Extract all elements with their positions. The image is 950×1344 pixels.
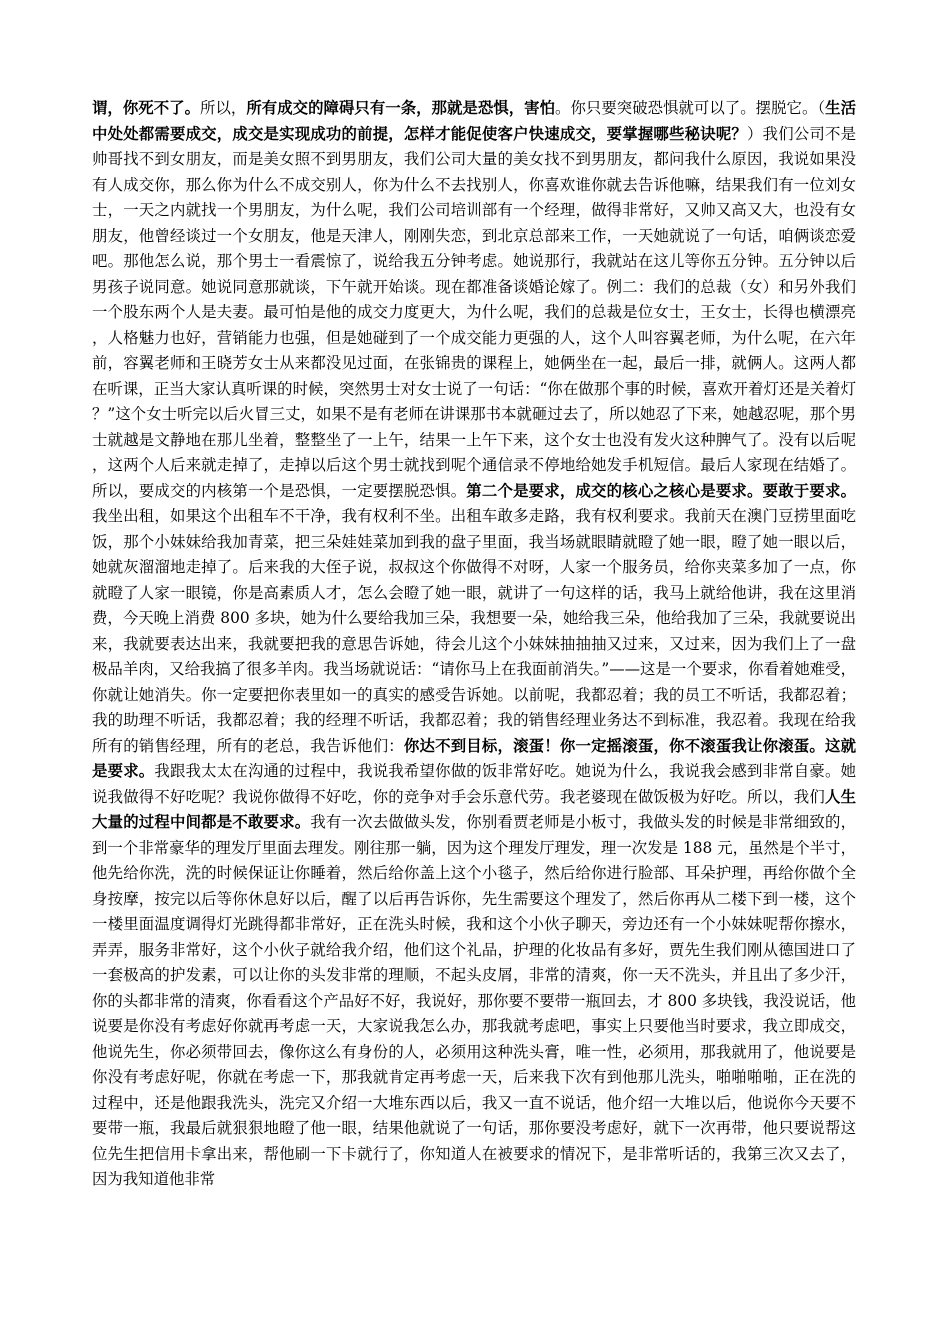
body-paragraph (92, 96, 856, 1193)
document-page (92, 96, 856, 1306)
text-segment: 。你只要突破恐惧就可以了。摆脱它。（ (555, 99, 826, 117)
bold-text-segment: 第二个是要求，成交的核心之核心是要求。要敢于要求。 (466, 481, 856, 500)
text-segment: 我跟我太太在沟通的过程中，我说我希望你做的饭非常好吃。她说为什么，我说我会感到非常自豪。她说我做得不好吃呢？我说你做得不好吃，你的竞争对手会乐意代劳。我老婆现在做饭极为好吃。所以，我们 (92, 762, 856, 806)
text-segment: ）我们公司不是帅哥找不到女朋友，而是美女照不到男朋友，我们公司大量的美女找不到男朋友，都问我什么原因，我说如果没有人成交你，那么你为什么不成交别人，你为什么不去找别人，你喜欢谁你就去告诉他嘛，结果我们有一位刘女士，一天之内就找一个男朋友，为什么呢，我们公司培训部有一个经理，做得非常好，又帅又高又大，也没有女朋友，他曾经谈过一个女朋友，他是天津人，刚刚失恋，到北京总部来工作，一天她就说了一句话，咱俩谈恋爱吧。那他怎么说，那个男士一看震惊了，说给我五分钟考虑。她说那行，我就站在这儿等你五分钟。五分钟以后男孩子说同意。她说同意那就谈，下午就开始谈。现在都准备谈婚论嫁了。例二：我们的总裁（女）和另外我们一个股东两个人是夫妻。最可怕是他的成交力度更大，为什么呢，我们的总裁是位女士，王女士，长得也横漂亮，人格魅力也好，营销能力也强，但是她碰到了一个成交能力更强的人，这个人叫容翼老师，为什么呢，在六年前，容翼老师和王晓芳女士从来都没见过面，在张锦贵的课程上，她俩坐在一起，最后一排，就俩人。这两人都在听课，正当大家认真听课的时候，突然男士对女士说了一句话：“你在做那个事的时候，喜欢开着灯还是关着灯？”这个女士听完以后火冒三丈，如果不是有老师在讲课那书本就砸过去了，所以她忍了下来，她越忍呢，那个男士就越是文静地在那儿坐着，整整坐了一上午，结果一上午下来，这个女士也没有发火这种脾气了。没有以后呢，这两个人后来就走掉了，走掉以后这个男士就找到呢个通信录不停地给她发手机短信。最后人家现在结婚了。所以，要成交的内核第一个是恐惧，一定要摆脱恐惧。 (92, 124, 856, 500)
text-segment: 我有一次去做做头发，你别看贾老师是小板寸，我做头发的时候是非常细致的，到一个非常豪华的理发厅里面去理发。刚往那一躺，因为这个理发厅理发，理一次发是 188 元，虽然是个半寸，他先给你洗，洗的时候保证让你睡着，然后给你盖上这个小毯子，然后给你进行脸部、耳朵护理，再给你做个全身按摩，按完以后等你休息好以后，醒了以后再告诉你，先生需要这个理发了，然后你再从二楼下到一楼，这个一楼里面温度调得灯光跳得都非常好，正在洗头时候，我和这个小伙子聊天，旁边还有一个小妹妹呢帮你擦水，弄弄，服务非常好，这个小伙子就给我介绍，他们这个礼品，护理的化妆品有多好，贾先生我们刚从德国进口了一套极高的护发素，可以让你的头发非常的理顺，不起头皮屑，非常的清爽，你一天不洗头，并且出了多少汗，你的头都非常的清爽，你看看这个产品好不好，我说好，那你要不要带一瓶回去，才 800 多块钱，我没说话，他说要是你没有考虑好你就再考虑一天，大家说我怎么办，那我就考虑吧，事实上只要他当时要求，我立即成交，他说先生，你必须带回去，像你这么有身份的人，必须用这种洗头膏，唯一性，必须用，那我就用了，他说要是你没有考虑好呢，你就在考虑一下，那我就肯定再考虑一天，后来我下次有到他那儿洗头，啪啪啪啪，正在洗的过程中，还是他跟我洗头，洗完又介绍一大堆东西以后，我又一直不说话，他介绍一大堆以后，他说你今天要不要带一瓶，我最后就狠狠地瞪了他一眼，结果他就说了一句话，那你要没考虑好，就下一次再带，他只要说帮这位先生把信用卡拿出来，帮他刷一下卡就行了，你知道人在被要求的情况下，是非常听话的，我第三次又去了，因为我知道他非常 (92, 813, 856, 1188)
bold-text-segment: 你达不到目标，滚蛋！你一定摇滚蛋，你不滚蛋我让你滚蛋。这就是要求。 (92, 736, 856, 780)
bold-text-segment: 生活中处处都需要成交，成交是实现成功的前提，怎样才能促使客户快速成交，要掌握哪些秘诀呢？ (92, 99, 856, 143)
text-segment: 所以， (200, 99, 247, 117)
text-segment: 我坐出租，如果这个出租车不干净，我有权利不坐。出租车敢多走路，我有权利要求。我前天在澳门豆捞里面吃饭，那个小妹妹给我加青菜，把三朵娃娃菜加到我的盘子里面，我当场就眼睛就瞪了她一眼，瞪了她一眼以后，她就灰溜溜地走掉了。后来我的大侄子说，叔叔这个你做得不对呀，人家一个服务员，给你夹菜多加了一点，你就瞪了人家一眼镜，你是高素质人才，怎么会瞪了她一眼，就讲了一句这样的话，我马上就给他讲，我在这里消费，今天晚上消费 800 多块，她为什么要给我加三朵，我想要一朵，她给我三朵，他给我加了三朵，我就要说出来，我就要表达出来，我就要把我的意思告诉她，待会儿这个小妹妹抽抽抽又过来，又过来，因为我们上了一盘极品羊肉，又给我搞了很多羊肉。我当场就说话：“请你马上在我面前消失。”——这是一个要求，你看着她难受，你就让她消失。你一定要把你表里如一的真实的感受告诉她。以前呢，我都忍着；我的员工不听话，我都忍着；我的助理不听话，我都忍着；我的经理不听话，我都忍着；我的销售经理业务达不到标准，我忍着。我现在给我所有的销售经理，所有的老总，我告诉他们： (92, 507, 856, 755)
bold-text-segment: 所有成交的障碍只有一条，那就是恐惧，害怕 (246, 99, 556, 117)
bold-text-segment: 人生大量的过程中间都是不敢要求。 (92, 787, 856, 831)
bold-text-segment: 谓，你死不了。 (92, 99, 201, 117)
